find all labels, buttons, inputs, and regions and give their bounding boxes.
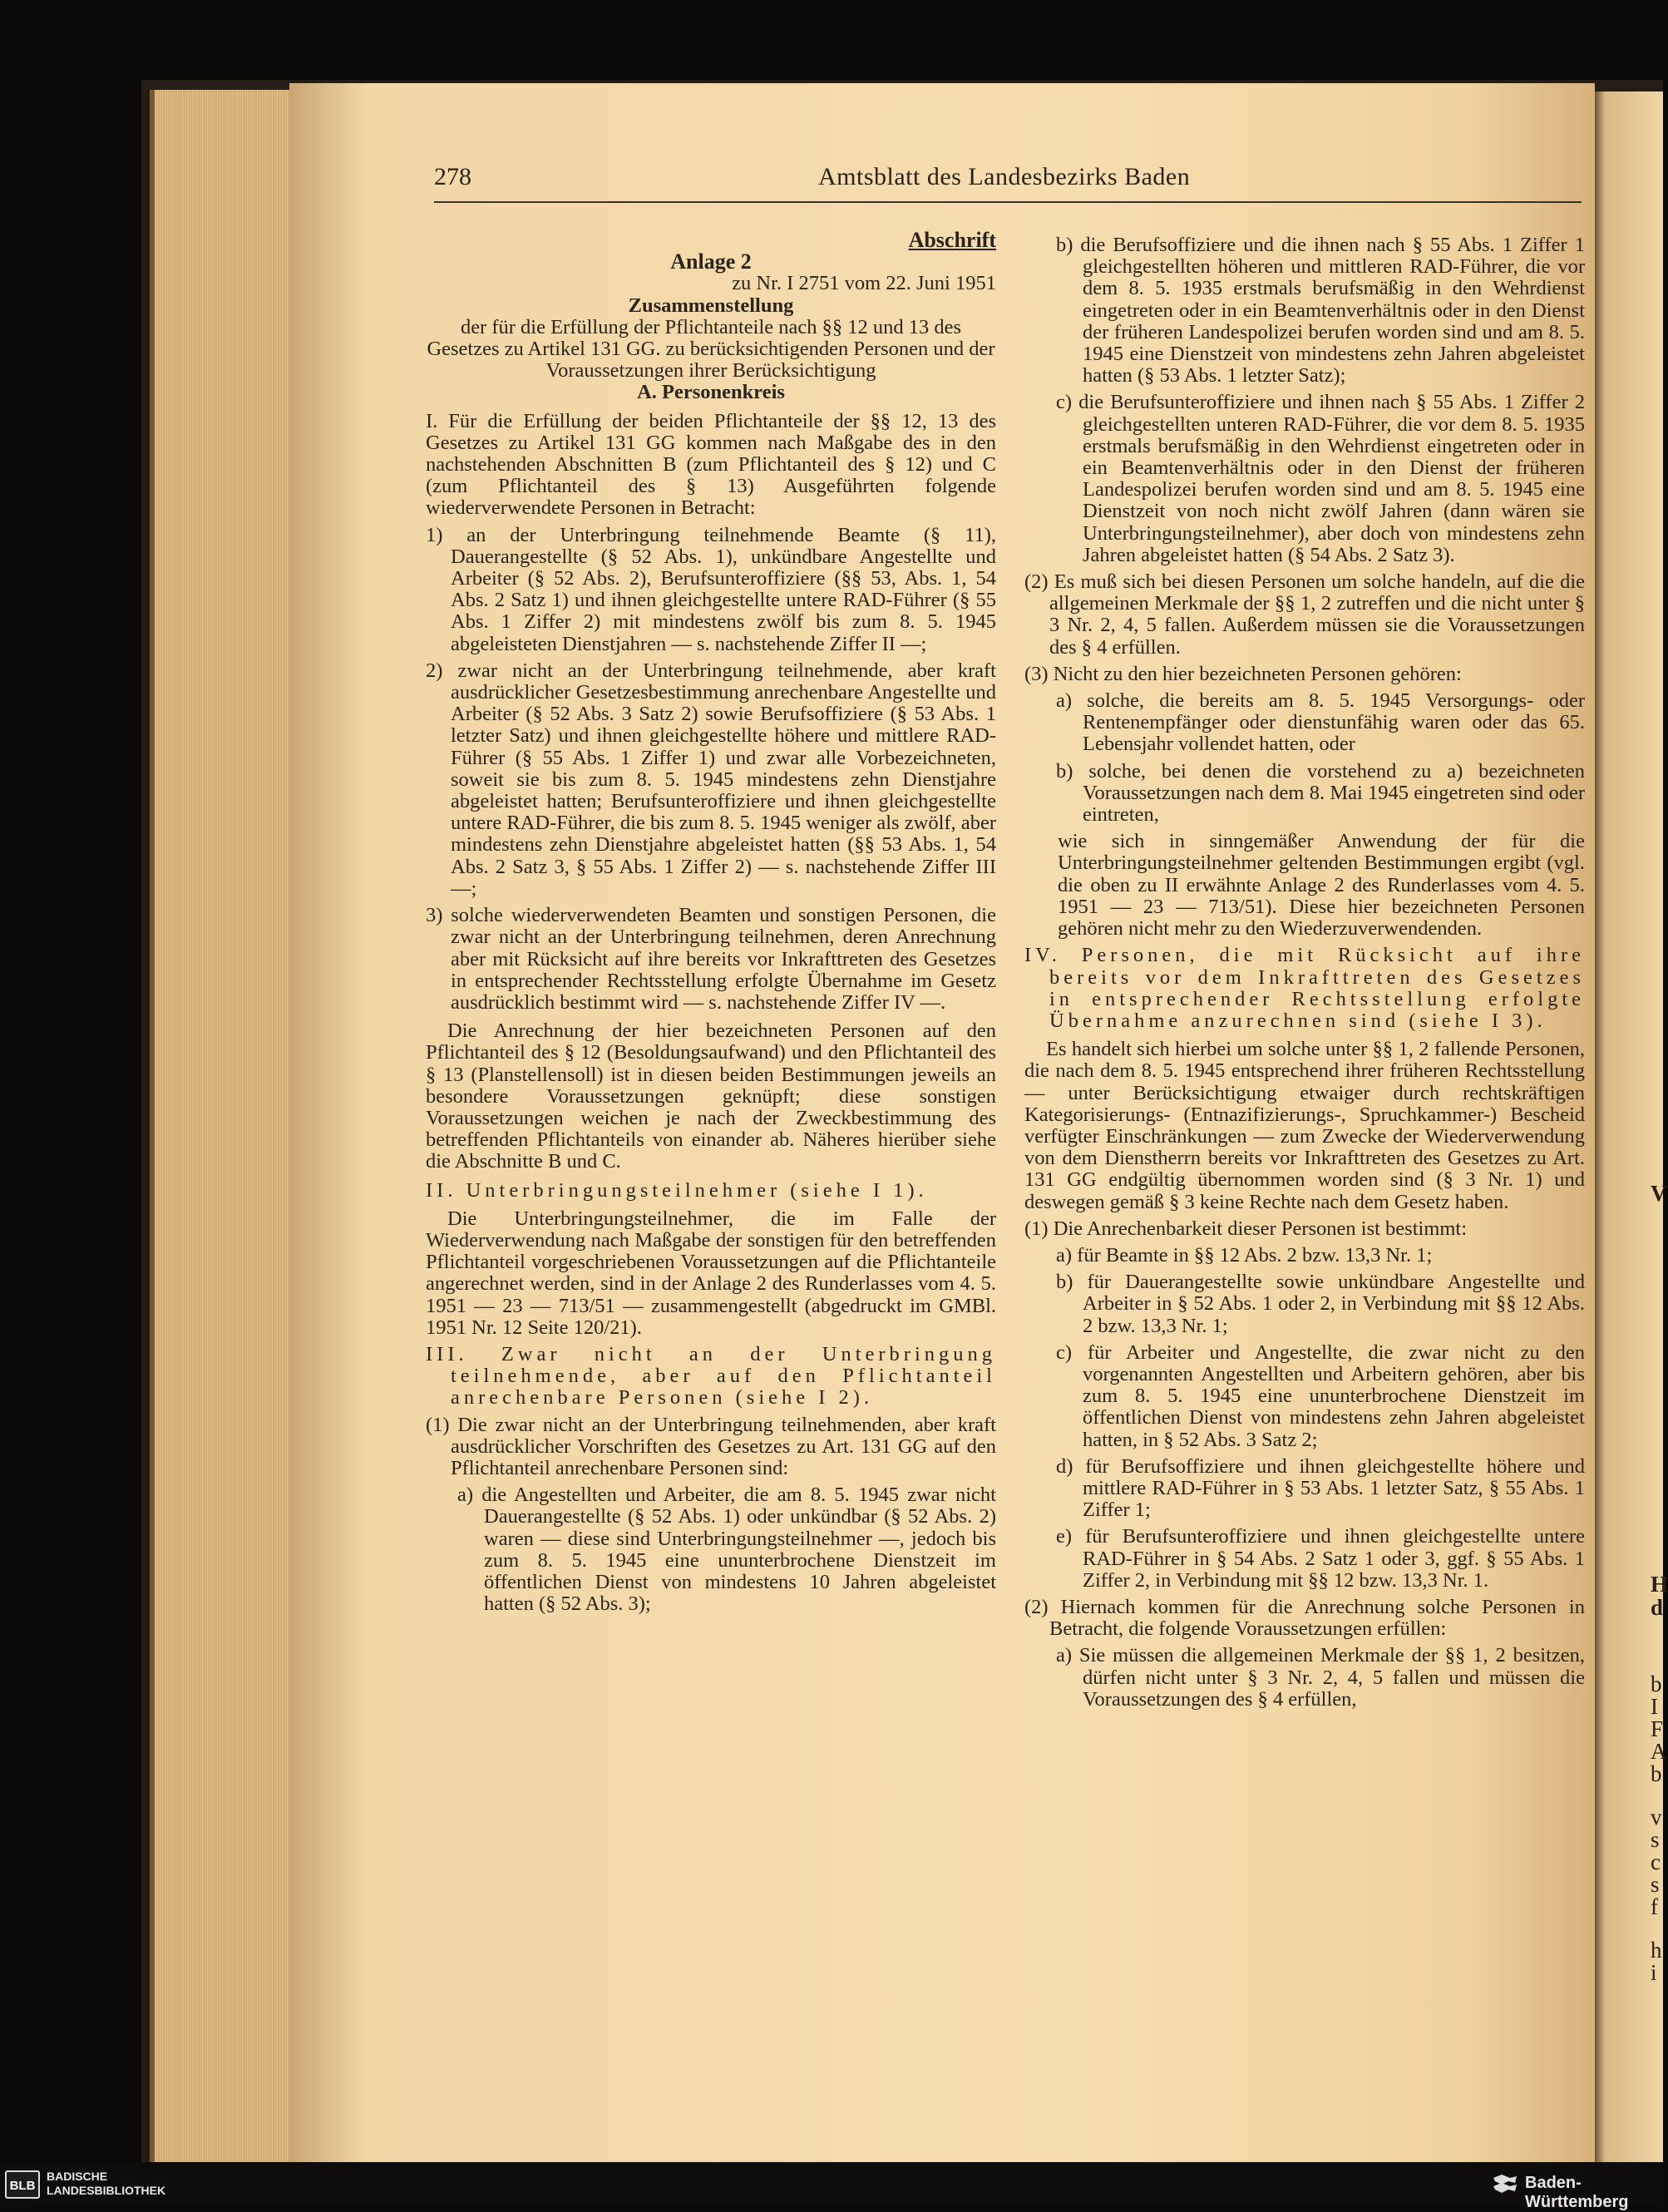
right-column: [1024, 230, 1585, 1711]
facing-page-fragment: F: [1651, 1716, 1664, 1741]
text-block: Zusammenstellung: [628, 294, 794, 317]
text-block: (1) Die Anrechenbarkeit dieser Personen ist bestimmt:: [1024, 1217, 1468, 1240]
text-block: II. Unterbringungsteilnehmer (siehe I 1).: [426, 1178, 928, 1202]
text-block: A. Personenkreis: [637, 381, 785, 404]
facing-page-fragment: c: [1651, 1849, 1661, 1874]
facing-page-fragment: A: [1651, 1739, 1667, 1764]
text-block: (3) Nicht zu den hier bezeichneten Personen gehören:: [1024, 662, 1462, 685]
text-block: IV. Personen, die mit Rücksicht auf ihre bereits vor dem Inkrafttreten des Gesetzes in entsprechender Rechtsstellung erfolgte Übernahme anzurechnen sind (siehe I 3).: [1024, 944, 1585, 1032]
library-name: [47, 2170, 165, 2198]
text-block: a) solche, die bereits am 8. 5. 1945 Versorgungs- oder Rentenempfänger oder dienstunfähig waren oder das 65. Lebensjahr vollendet hatten, oder: [1056, 689, 1585, 756]
facing-page-fragment: s: [1651, 1827, 1660, 1852]
text-block: Die Anrechnung der hier bezeichneten Personen auf den Pflichtanteil des § 12 (Besoldungsaufwand) und den Pflichtanteil des § 13 (Planstellensoll) ist in diesen beiden Bestimmungen jeweils an besondere Voraussetzungen geknüpft; diese sonstigen Voraussetzungen weichen je nach der Zweckbestimmung des betreffenden Pflichtanteils von einander ab. Näheres hierüber siehe die Abschnitte B und C.: [426, 1020, 996, 1173]
text-block: (2) Es muß sich bei diesen Personen um solche handeln, auf die die allgemeinen Merkmale der §§ 1, 2 zutreffen und die nicht unter § 3 Nr. 2, 4, 5 fallen. Außerdem müssen sie die Voraussetzungen des § 4 erfüllen.: [1024, 570, 1585, 659]
page-header: [434, 163, 1582, 203]
library-name-line1: BADISCHE: [47, 2170, 108, 2183]
text-block: (2) Hiernach kommen für die Anrechnung solche Personen in Betracht, die folgende Voraussetzungen erfüllen:: [1024, 1595, 1585, 1641]
viewer-footer: [0, 2162, 1663, 2211]
text-block: c) für Arbeiter und Angestellte, die zwar nicht zu den vorgenannten Angestellten und Arbeitern gehören, aber bis zum 8. 5. 1945 eine ununterbrochene Dienstzeit im öffentlichen Dienst von mindestens zehn Jahren abgeleistet hatten, in § 52 Abs. 3 Satz 2;: [1056, 1341, 1585, 1451]
text-block: wie sich in sinngemäßer Anwendung der für die Unterbringungsteilnehmer geltenden Bestimmungen ergibt (vgl. die oben zu II erwähnte Anlage 2 des Runderlasses vom 4. 5. 1951 — 23 — 713/51). Diese hier bezeichneten Personen gehören nicht mehr zu den Wiederzuverwendenden.: [1058, 830, 1585, 941]
partner-name: Baden-Württemberg: [1525, 2174, 1629, 2211]
text-block: a) für Beamte in §§ 12 Abs. 2 bzw. 13,3 Nr. 1;: [1056, 1243, 1433, 1266]
left-column: [426, 230, 996, 1615]
text-block: Die Unterbringungsteilnehmer, die im Falle der Wiederverwendung nach Maßgabe der sonstigen für den betreffenden Pflichtanteil vorgeschriebenen Voraussetzungen auf die Pflichtanteile angerechnet werden, sind in der Anlage 2 des Runderlasses vom 4. 5. 1951 — 23 — 713/51 — zusammengestellt (abgedruckt im GMBl. 1951 Nr. 12 Seite 120/21).: [426, 1207, 996, 1339]
text-block: 2) zwar nicht an der Unterbringung teilnehmende, aber kraft ausdrücklicher Gesetzesbestimmung anrechenbare Angestellte und Arbeiter (§ 52 Abs. 3 Satz 2) sowie Berufsoffiziere (§ 53 Abs. 1 letzter Satz) und ihnen gleichgestellte höhere und mittlere RAD-Führer (§ 55 Abs. 1 Ziffer 1) und zwar alle Vorbezeichneten, soweit sie bis zum 8. 5. 1945 mindestens zehn Dienstjahre abgeleistet hatten; Berufsunteroffiziere und ihnen gleichgestellte untere RAD-Führer, die bis zum 8. 5. 1945 weniger als zwölf, aber mindestens zehn Dienstjahre abgeleistet hatten (§§ 53 Abs. 1, 54 Abs. 2 Satz 3, § 55 Abs. 1 Ziffer 2) — s. nachstehende Ziffer III —;: [426, 659, 996, 900]
text-block: I. Für die Erfüllung der beiden Pflichtanteile der §§ 12, 13 des Gesetzes zu Artikel 131 GG kommen nach Maßgabe des in den nachstehenden Abschnitten B (zum Pflichtanteil des § 12) und C (zum Pflichtanteil des § 13) Ausgeführten folgende wiederverwendete Personen in Betracht:: [426, 409, 996, 520]
facing-page-fragment: b: [1651, 1671, 1662, 1696]
text-block: Abschrift: [908, 228, 996, 252]
text-block: III. Zwar nicht an der Unterbringung teilnehmende, aber auf den Pflichtanteil anrechenbare Personen (siehe I 2).: [426, 1342, 996, 1410]
facing-page-fragment: i: [1651, 1960, 1657, 1985]
page-number: 278: [434, 163, 471, 190]
page-edges: [150, 90, 299, 2162]
facing-page-fragment: H: [1651, 1572, 1668, 1597]
text-block: a) Sie müssen die allgemeinen Merkmale der §§ 1, 2 besitzen, dürfen nicht unter § 3 Nr. 2, 4, 5 fallen und müssen die Voraussetzungen des § 4 erfüllen,: [1056, 1644, 1585, 1711]
text-block: e) für Berufsunteroffiziere und ihnen gleichgestellte untere RAD-Führer in § 54 Abs. 2 Satz 1 oder 3, ggf. § 55 Abs. 1 Ziffer 2, in Verbindung mit §§ 12 bzw. 13,3 Nr. 1.: [1056, 1525, 1585, 1592]
text-block: d) für Berufsoffiziere und ihnen gleichgestellte höhere und mittlere RAD-Führer in § 53 Abs. 1 letzter Satz, § 55 Abs. 1 Ziffer 1;: [1056, 1454, 1585, 1522]
baden-wuerttemberg-emblem-icon: [1490, 2171, 1520, 2196]
facing-page-fragment: h: [1651, 1938, 1662, 1963]
running-title: Amtsblatt des Landesbezirks Baden: [818, 163, 1191, 190]
facing-page-fragment: f: [1651, 1894, 1658, 1919]
facing-page-fragment: v: [1651, 1805, 1662, 1829]
blb-logo[interactable]: BLB: [5, 2170, 40, 2199]
facing-page-fragment: s: [1651, 1872, 1660, 1897]
facing-page-fragment: V: [1651, 1181, 1667, 1206]
library-name-line2: LANDESBIBLIOTHEK: [47, 2184, 166, 2197]
text-block: 3) solche wiederverwendeten Beamten und sonstigen Personen, die zwar nicht an der Unterbringung teilnehmen, deren Anrechnung aber mit Rücksicht auf ihre bereits vor Inkrafttreten des Gesetzes in entsprechender Rechtsstellung erfolgte Übernahme im Gesetz ausdrücklich bestimmt wird — s. nachstehende Ziffer IV —.: [426, 904, 996, 1014]
facing-page-fragment: b: [1651, 1761, 1662, 1786]
text-block: c) die Berufsunteroffiziere und ihnen nach § 55 Abs. 1 Ziffer 2 gleichgestellten unteren RAD-Führer, die vor dem 8. 5. 1935 erstmals berufsmäßig in den Wehrdienst eingetreten oder in ein Beamtenverhältnis oder in den Dienst der früheren Landespolizei berufen worden sind und am 8. 5. 1945 eine Dienstzeit von noch nicht zwölf Jahren (dann wären sie Unterbringungsteilnehmer), aber doch von mindestens zehn Jahren abgeleistet hatten (§ 54 Abs. 2 Satz 3).: [1056, 391, 1585, 566]
text-block: zu Nr. I 2751 vom 22. Juni 1951: [732, 272, 996, 295]
text-block: b) die Berufsoffiziere und die ihnen nach § 55 Abs. 1 Ziffer 1 gleichgestellten höheren und mittleren RAD-Führer, die vor dem 8. 5. 1935 erstmals berufsmäßig in den Wehrdienst eingetreten oder in ein Beamtenverhältnis oder in den Dienst der früheren Landespolizei berufen worden sind und am 8. 5. 1945 eine Dienstzeit von mindestens zehn Jahren abgeleistet hatten (§ 53 Abs. 1 letzter Satz);: [1056, 234, 1585, 388]
text-block: (1) Die zwar nicht an der Unterbringung teilnehmenden, aber kraft ausdrücklicher Vorschriften des Gesetzes zu Art. 131 GG auf den Pflichtanteil anrechenbare Personen sind:: [426, 1413, 996, 1479]
text-block: 1) an der Unterbringung teilnehmende Beamte (§ 11), Dauerangestellte (§ 52 Abs. 1), unkündbare Angestellte und Arbeiter (§ 52 Abs. 2), Berufsunteroffiziere (§§ 53, Abs. 1, 54 Abs. 2 Satz 1) und ihnen gleichgestellte untere RAD-Führer (§ 55 Abs. 1 Ziffer 2) mit mindestens zwölf bis zum 8. 5. 1945 abgeleisteten Dienstjahren — s. nachstehende Ziffer II —;: [426, 523, 996, 655]
text-block: a) die Angestellten und Arbeiter, die am 8. 5. 1945 zwar nicht Dauerangestellte (§ 52 Abs. 1) oder unkündbar (§ 52 Abs. 2) waren — diese sind Unterbringungsteilnehmer —, jedoch bis zum 8. 5. 1945 eine ununterbrochene Dienstzeit im öffentlichen Dienst von mindestens 10 Jahren abgeleistet hatten (§ 52 Abs. 3);: [457, 1484, 996, 1616]
text-block: b) solche, bei denen die vorstehend zu a) bezeichneten Voraussetzungen nach dem 8. Mai 1945 eingetreten sind oder eintreten,: [1056, 759, 1585, 827]
facing-page-fragment: d: [1651, 1595, 1664, 1620]
text-block: b) für Dauerangestellte sowie unkündbare Angestellte und Arbeiter in § 52 Abs. 1 oder 2, in Verbindung mit §§ 12 Abs. 2 bzw. 13,3 Nr. 1;: [1056, 1271, 1585, 1337]
text-block: Es handelt sich hierbei um solche unter §§ 1, 2 fallende Personen, die nach dem 8. 5. 1945 entsprechend ihrer früheren Rechtsstellung — unter Berücksichtigung etwaiger durch rechtskräftigen Kategorisierungs- (Entnazifizierungs-, Spruchkammer-) Bescheid verfügter Einschränkungen — zum Zwecke der Wiederverwendung von dem Dienstherrn bereits vor Inkrafttreten des Gesetzes zu Art. 131 GG endgültig übernommen worden sind (§ 3 Nr. 1) und deswegen gemäß § 3 keine Rechte nach dem Gesetz haben.: [1024, 1038, 1585, 1213]
text-block: Anlage 2: [670, 249, 752, 274]
text-block: der für die Erfüllung der Pflichtanteile nach §§ 12 und 13 des Gesetzes zu Artikel 131 GG. zu berücksichtigenden Personen und der Voraussetzungen ihrer Berücksichtigung: [427, 315, 995, 383]
facing-page-fragment: I: [1651, 1694, 1658, 1719]
